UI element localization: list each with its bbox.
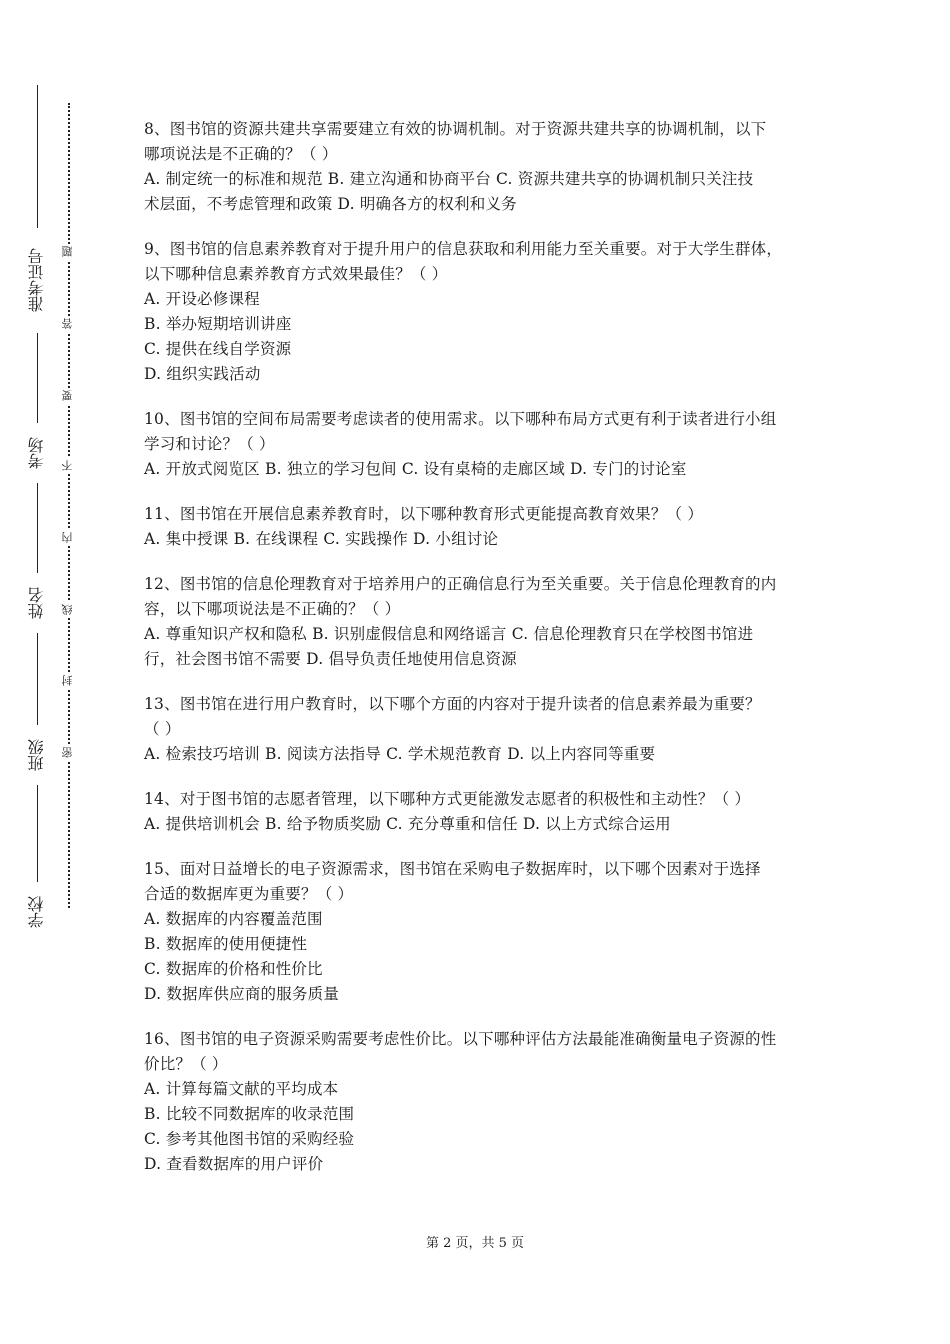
binding-line bbox=[37, 785, 38, 882]
seal-char: 答 bbox=[60, 316, 76, 332]
question-text: 14、对于图书馆的志愿者管理，以下哪种方式更能激发志愿者的积极性和主动性？（ ） bbox=[144, 790, 751, 808]
option-d: D. 数据库供应商的服务质量 bbox=[144, 985, 340, 1003]
binding-line bbox=[37, 333, 38, 423]
field-exam-room: 考场 bbox=[27, 437, 46, 469]
options-line: 行，社会图书馆不需要 D. 倡导负责任地使用信息资源 bbox=[144, 650, 517, 668]
field-class: 班级 bbox=[27, 739, 46, 771]
question-text: 11、图书馆在开展信息素养教育时，以下哪种教育形式更能提高教育效果？（ ） bbox=[144, 505, 704, 523]
question-text: 学习和讨论？（ ） bbox=[144, 435, 275, 453]
seal-char: 封 bbox=[60, 673, 76, 689]
question-text: 哪项说法是不正确的？（ ） bbox=[144, 145, 338, 163]
question-text: 13、图书馆在进行用户教育时，以下哪个方面的内容对于提升读者的信息素养最为重要？ bbox=[144, 695, 761, 713]
seal-char: 内 bbox=[60, 530, 76, 546]
field-exam-number: 准考证号 bbox=[27, 248, 46, 313]
question-12 bbox=[144, 572, 824, 672]
question-text: 8、图书馆的资源共建共享需要建立有效的协调机制。对于资源共建共享的协调机制，以下 bbox=[144, 120, 767, 138]
option-d: D. 组织实践活动 bbox=[144, 365, 261, 383]
question-13 bbox=[144, 692, 824, 767]
options-line: A. 尊重知识产权和隐私 B. 识别虚假信息和网络谣言 C. 信息伦理教育只在学校图书馆进 bbox=[144, 625, 754, 643]
option-c: C. 参考其他图书馆的采购经验 bbox=[144, 1130, 355, 1148]
seal-char: 密 bbox=[60, 745, 76, 761]
page-number: 第 2 页，共 5 页 bbox=[425, 1236, 525, 1251]
question-text: 合适的数据库更为重要？（ ） bbox=[144, 885, 354, 903]
field-name: 姓名 bbox=[27, 587, 46, 619]
options-line: A. 集中授课 B. 在线课程 C. 实践操作 D. 小组讨论 bbox=[144, 530, 499, 548]
question-text: 12、图书馆的信息伦理教育对于培养用户的正确信息行为至关重要。关于信息伦理教育的内 bbox=[144, 575, 777, 593]
binding-line bbox=[37, 85, 38, 228]
seal-char: 题 bbox=[60, 244, 76, 260]
option-c: C. 数据库的价格和性价比 bbox=[144, 960, 323, 978]
binding-line bbox=[37, 483, 38, 573]
option-b: B. 数据库的使用便捷性 bbox=[144, 935, 308, 953]
question-text: 容，以下哪项说法是不正确的？（ ） bbox=[144, 600, 401, 618]
option-a: A. 计算每篇文献的平均成本 bbox=[144, 1080, 339, 1098]
seal-char: 不 bbox=[60, 458, 76, 474]
question-11 bbox=[144, 502, 824, 552]
question-text: 价比？（ ） bbox=[144, 1055, 228, 1073]
question-10 bbox=[144, 407, 824, 482]
question-text: 15、面对日益增长的电子资源需求，图书馆在采购电子数据库时，以下哪个因素对于选择 bbox=[144, 860, 761, 878]
question-text: 以下哪种信息素养教育方式效果最佳？（ ） bbox=[144, 265, 448, 283]
question-14 bbox=[144, 787, 824, 837]
seal-char: 要 bbox=[60, 388, 76, 404]
question-15 bbox=[144, 857, 824, 1007]
binding-line bbox=[37, 633, 38, 725]
option-a: A. 开设必修课程 bbox=[144, 290, 260, 308]
question-text: （ ） bbox=[144, 720, 181, 738]
options-line: A. 提供培训机会 B. 给予物质奖励 C. 充分尊重和信任 D. 以上方式综合运用 bbox=[144, 815, 671, 833]
option-b: B. 举办短期培训讲座 bbox=[144, 315, 292, 333]
question-8 bbox=[144, 117, 824, 217]
options-line: A. 制定统一的标准和规范 B. 建立沟通和协商平台 C. 资源共建共享的协调机制只关注技 bbox=[144, 170, 754, 188]
question-text: 16、图书馆的电子资源采购需要考虑性价比。以下哪种评估方法最能准确衡量电子资源的性 bbox=[144, 1030, 777, 1048]
option-c: C. 提供在线自学资源 bbox=[144, 340, 292, 358]
question-16 bbox=[144, 1027, 824, 1177]
question-text: 9、图书馆的信息素养教育对于提升用户的信息获取和利用能力至关重要。对于大学生群体， bbox=[144, 240, 783, 258]
options-line: A. 开放式阅览区 B. 独立的学习包间 C. 设有桌椅的走廊区域 D. 专门的讨论室 bbox=[144, 460, 687, 478]
option-b: B. 比较不同数据库的收录范围 bbox=[144, 1105, 355, 1123]
question-text: 10、图书馆的空间布局需要考虑读者的使用需求。以下哪种布局方式更有利于读者进行小组 bbox=[144, 410, 777, 428]
options-line: 术层面，不考虑管理和政策 D. 明确各方的权利和义务 bbox=[144, 195, 517, 213]
question-list bbox=[144, 117, 824, 1197]
seal-char: 线 bbox=[60, 602, 76, 618]
options-line: A. 检索技巧培训 B. 阅读方法指导 C. 学术规范教育 D. 以上内容同等重要 bbox=[144, 745, 656, 763]
option-d: D. 查看数据库的用户评价 bbox=[144, 1155, 324, 1173]
field-school: 学校 bbox=[27, 896, 46, 928]
question-9 bbox=[144, 237, 824, 387]
seal-dots bbox=[68, 103, 70, 908]
option-a: A. 数据库的内容覆盖范围 bbox=[144, 910, 323, 928]
